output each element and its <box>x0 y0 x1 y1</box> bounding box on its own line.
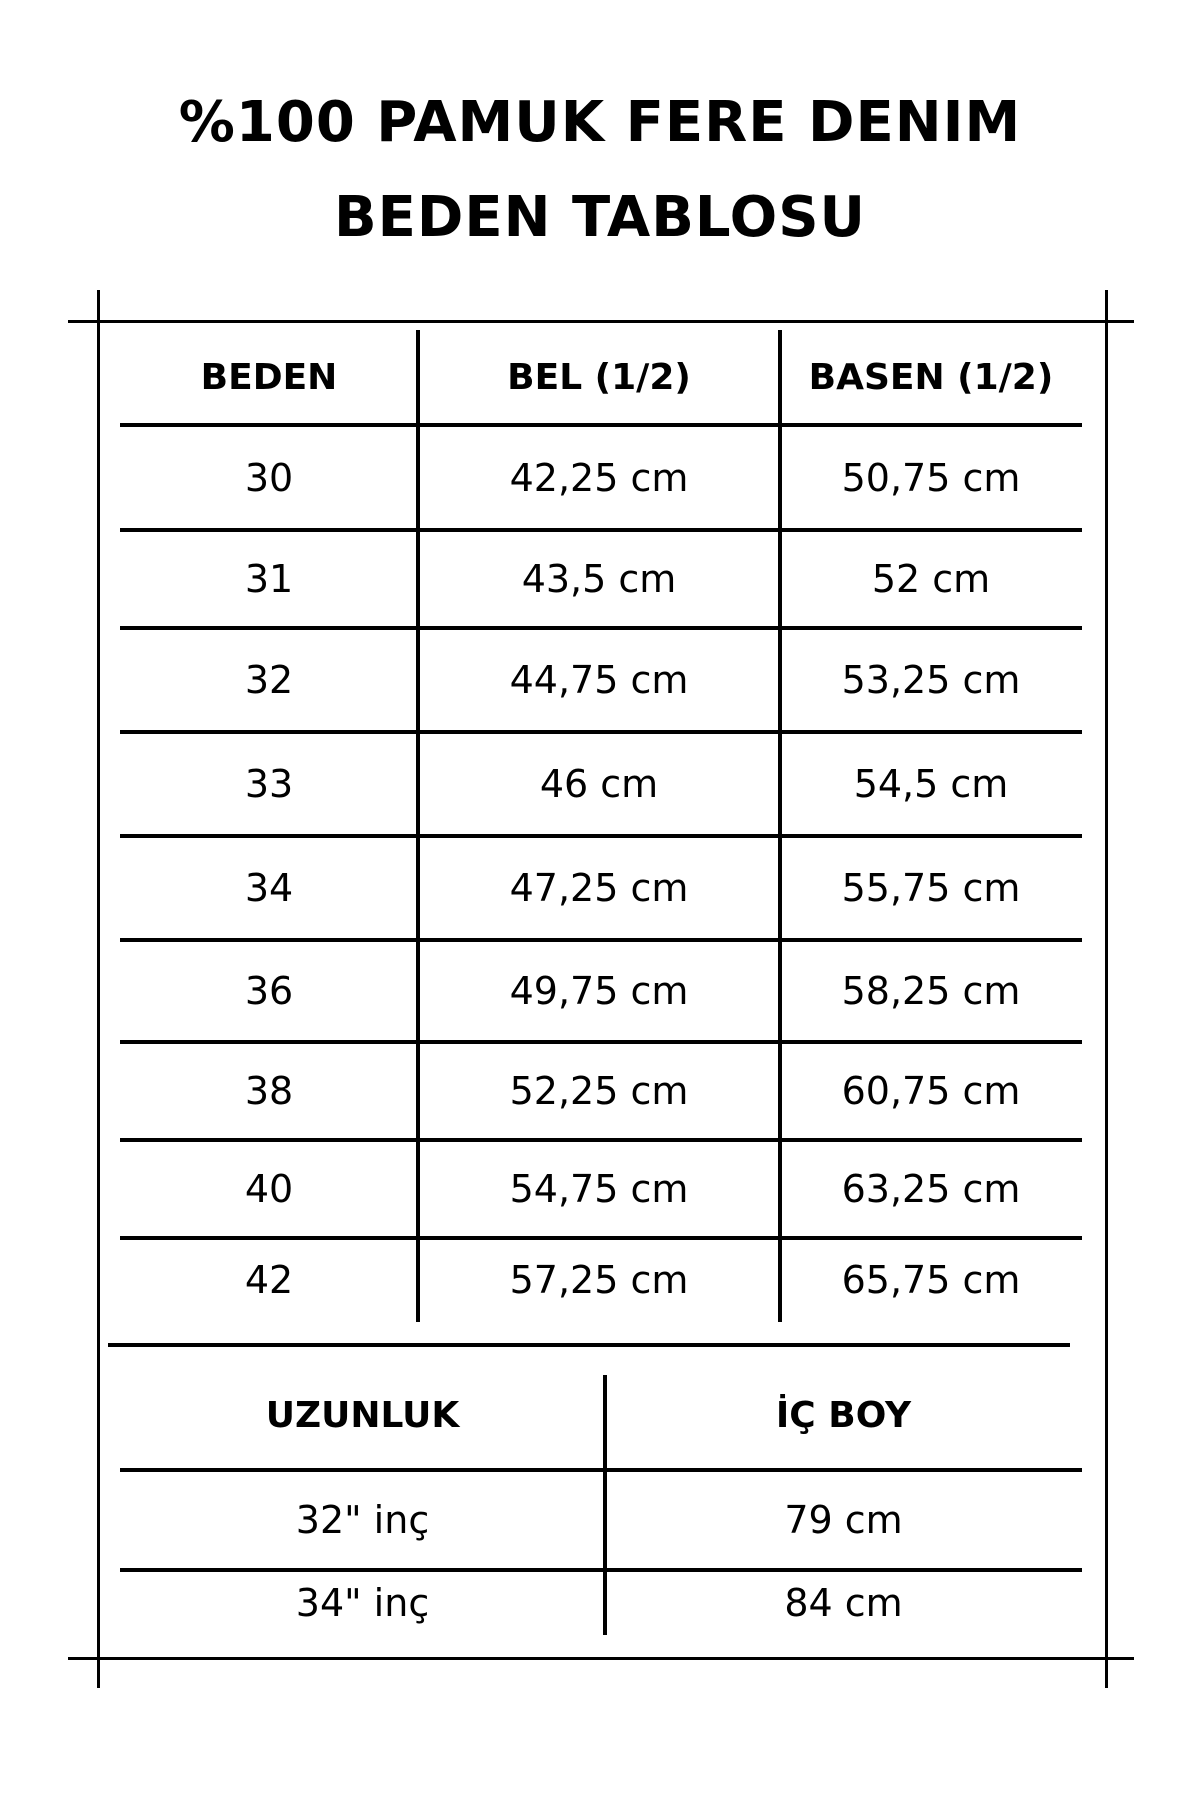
size-cell-r2-c2: 53,25 cm <box>841 658 1021 702</box>
size-cell-r5-c2: 58,25 cm <box>841 969 1021 1013</box>
size-cell-r8-c1: 57,25 cm <box>509 1258 689 1302</box>
size-cell-r3-c2: 54,5 cm <box>853 762 1009 806</box>
size-cell-r7-c2: 63,25 cm <box>841 1167 1021 1211</box>
size-cell-r6-c2: 60,75 cm <box>841 1069 1021 1113</box>
size-cell-r2-c0: 32 <box>244 658 294 702</box>
size-cell-r4-c0: 34 <box>244 866 294 910</box>
size-cell-r6-c1: 52,25 cm <box>509 1069 689 1113</box>
length-header-1: İÇ BOY <box>775 1394 912 1436</box>
page-title-line1: %100 PAMUK FERE DENIM <box>178 90 1022 155</box>
length-cell-r0-c0: 32" inç <box>295 1498 430 1542</box>
size-cell-r7-c1: 54,75 cm <box>509 1167 689 1211</box>
size-cell-r0-c2: 50,75 cm <box>841 455 1021 500</box>
frame-top-line <box>68 320 1134 323</box>
size-cell-r4-c1: 47,25 cm <box>509 866 689 910</box>
size-cell-r8-c0: 42 <box>244 1258 294 1302</box>
size-cell-r2-c1: 44,75 cm <box>509 658 689 702</box>
frame-left-line <box>97 290 100 1688</box>
length-cell-r0-c1: 79 cm <box>784 1498 903 1542</box>
size-cell-r5-c1: 49,75 cm <box>509 969 689 1013</box>
frame-right-line <box>1105 290 1108 1688</box>
size-header-2: BASEN (1/2) <box>808 357 1054 398</box>
size-cell-r1-c1: 43,5 cm <box>521 557 677 601</box>
size-cell-r1-c2: 52 cm <box>871 557 991 601</box>
length-cell-r1-c1: 84 cm <box>784 1580 903 1625</box>
size-cell-r0-c1: 42,25 cm <box>509 455 689 500</box>
size-cell-r5-c0: 36 <box>244 969 294 1013</box>
size-cell-r3-c0: 33 <box>244 762 294 806</box>
length-cell-r1-c0: 34" inç <box>295 1580 430 1625</box>
size-cell-r8-c2: 65,75 cm <box>841 1258 1021 1302</box>
size-cell-r4-c2: 55,75 cm <box>841 866 1021 910</box>
table-separator <box>108 1343 1070 1347</box>
page-title-line2: BEDEN TABLOSU <box>333 185 866 250</box>
size-cell-r7-c0: 40 <box>244 1167 294 1211</box>
size-cell-r1-c0: 31 <box>244 557 294 601</box>
size-header-0: BEDEN <box>200 357 338 398</box>
size-cell-r6-c0: 38 <box>244 1069 294 1113</box>
size-cell-r0-c0: 30 <box>244 455 294 500</box>
frame-bottom-line <box>68 1657 1134 1660</box>
size-header-1: BEL (1/2) <box>507 357 691 398</box>
size-cell-r3-c1: 46 cm <box>539 762 659 806</box>
length-header-0: UZUNLUK <box>265 1394 460 1436</box>
